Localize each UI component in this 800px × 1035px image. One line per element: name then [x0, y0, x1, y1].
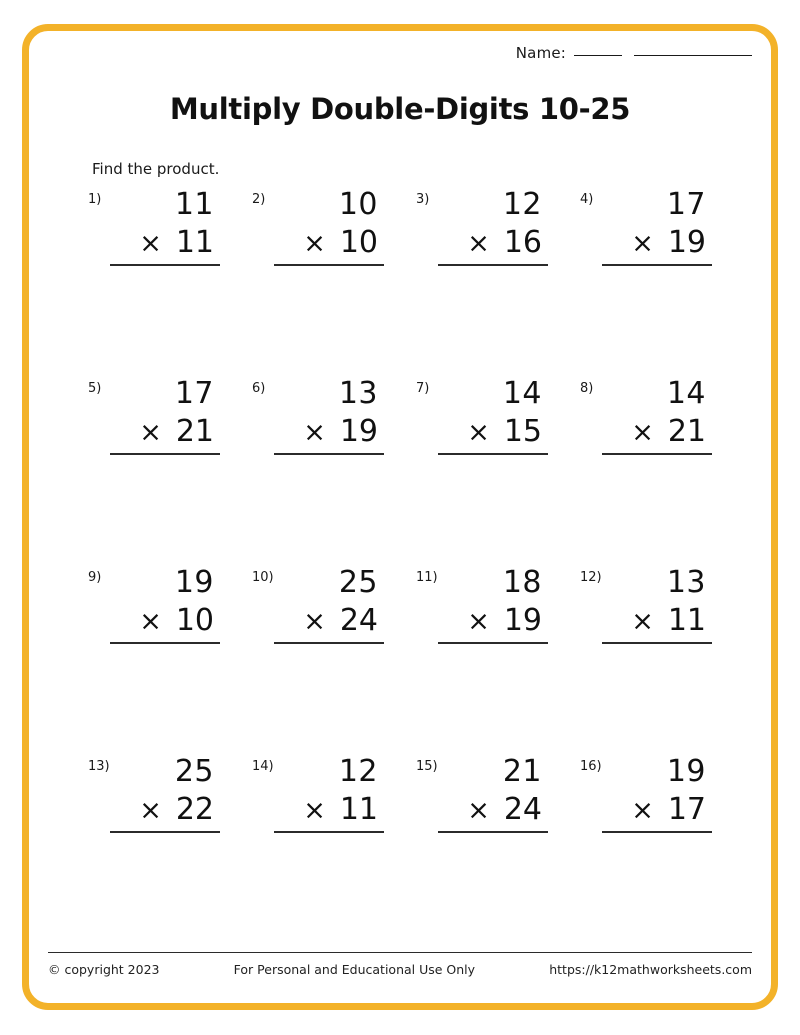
problem-index: 13)	[88, 759, 110, 774]
problem-expression	[110, 375, 220, 455]
problem-cell[interactable]	[400, 182, 564, 371]
problem-index: 7)	[416, 381, 430, 396]
multiplier-line	[438, 791, 548, 834]
problem-expression	[438, 375, 548, 455]
multiplicand: 11	[174, 187, 214, 222]
problem-index: 1)	[88, 192, 102, 207]
problem-cell[interactable]	[236, 749, 400, 938]
problem-row	[72, 749, 728, 938]
problem-index: 4)	[580, 192, 594, 207]
multiply-operator-icon: ×	[303, 227, 326, 259]
multiplier-line	[602, 224, 712, 267]
multiplier-line	[438, 224, 548, 267]
multiplier: 21	[667, 413, 706, 449]
problem-cell[interactable]	[72, 182, 236, 371]
problem-index: 9)	[88, 570, 102, 585]
multiplier-line	[274, 413, 384, 456]
multiplier-line	[274, 602, 384, 645]
multiplier-line	[110, 224, 220, 267]
multiplier: 16	[503, 224, 542, 260]
multiply-operator-icon: ×	[631, 227, 654, 259]
multiply-operator-icon: ×	[631, 794, 654, 826]
multiplicand: 10	[338, 187, 378, 222]
multiplier: 19	[667, 224, 706, 260]
problem-index: 11)	[416, 570, 438, 585]
multiply-operator-icon: ×	[303, 605, 326, 637]
multiply-operator-icon: ×	[303, 416, 326, 448]
problem-cell[interactable]	[236, 560, 400, 749]
multiplier: 11	[667, 602, 706, 638]
name-field-row	[516, 44, 752, 62]
footer-site-url[interactable]: https://k12mathworksheets.com	[549, 962, 752, 977]
problem-cell[interactable]	[400, 560, 564, 749]
multiply-operator-icon: ×	[467, 794, 490, 826]
multiplicand: 21	[502, 754, 542, 789]
problem-expression	[438, 753, 548, 833]
multiplier: 24	[339, 602, 378, 638]
problem-expression	[438, 564, 548, 644]
problem-cell[interactable]	[564, 749, 728, 938]
multiply-operator-icon: ×	[139, 416, 162, 448]
instruction-text: Find the product.	[92, 160, 220, 178]
problem-index: 14)	[252, 759, 274, 774]
problem-row	[72, 182, 728, 371]
problem-index: 8)	[580, 381, 594, 396]
multiplicand: 14	[666, 376, 706, 411]
problem-expression	[602, 186, 712, 266]
problem-cell[interactable]	[72, 371, 236, 560]
multiply-operator-icon: ×	[467, 227, 490, 259]
multiply-operator-icon: ×	[467, 605, 490, 637]
problem-cell[interactable]	[72, 749, 236, 938]
problem-expression	[274, 375, 384, 455]
multiplier: 10	[175, 602, 214, 638]
multiply-operator-icon: ×	[631, 416, 654, 448]
problem-index: 3)	[416, 192, 430, 207]
multiplier: 24	[503, 791, 542, 827]
multiplicand: 25	[338, 565, 378, 600]
problem-cell[interactable]	[564, 560, 728, 749]
page-footer	[48, 962, 752, 977]
multiply-operator-icon: ×	[139, 227, 162, 259]
multiplicand: 19	[666, 754, 706, 789]
problem-index: 12)	[580, 570, 602, 585]
page-title: Multiply Double-Digits 10-25	[169, 92, 631, 126]
problem-cell[interactable]	[564, 371, 728, 560]
footer-usage-note: For Personal and Educational Use Only	[233, 962, 476, 977]
multiplier-line	[602, 602, 712, 645]
problem-expression	[438, 186, 548, 266]
multiplicand: 19	[174, 565, 214, 600]
name-label: Name:	[515, 44, 567, 62]
problem-expression	[274, 186, 384, 266]
multiplicand: 13	[666, 565, 706, 600]
footer-copyright: © copyright 2023	[48, 962, 160, 977]
problem-row	[72, 560, 728, 749]
multiplicand: 18	[502, 565, 542, 600]
problem-index: 6)	[252, 381, 266, 396]
problem-expression	[110, 753, 220, 833]
multiplier: 15	[503, 413, 542, 449]
multiplier: 21	[175, 413, 214, 449]
problem-cell[interactable]	[564, 182, 728, 371]
problem-index: 2)	[252, 192, 266, 207]
problem-index: 5)	[88, 381, 102, 396]
problem-expression	[602, 564, 712, 644]
multiplier-line	[274, 224, 384, 267]
multiplier: 11	[175, 224, 214, 260]
problem-cell[interactable]	[400, 749, 564, 938]
problem-index: 10)	[252, 570, 274, 585]
multiplier: 19	[503, 602, 542, 638]
multiplier-line	[110, 602, 220, 645]
multiplier: 17	[667, 791, 706, 827]
footer-divider	[48, 952, 752, 953]
multiply-operator-icon: ×	[139, 605, 162, 637]
multiplier-line	[602, 791, 712, 834]
multiplier-line	[110, 791, 220, 834]
problem-expression	[274, 753, 384, 833]
problem-cell[interactable]	[72, 560, 236, 749]
multiplicand: 17	[666, 187, 706, 222]
problem-expression	[274, 564, 384, 644]
multiplicand: 25	[174, 754, 214, 789]
multiplicand: 14	[502, 376, 542, 411]
multiplier-line	[110, 413, 220, 456]
multiplicand: 12	[338, 754, 378, 789]
problem-cell[interactable]	[236, 182, 400, 371]
multiplicand: 13	[338, 376, 378, 411]
multiplier: 22	[175, 791, 214, 827]
multiplier-line	[438, 413, 548, 456]
multiply-operator-icon: ×	[467, 416, 490, 448]
problem-grid	[72, 182, 728, 938]
multiplier-line	[274, 791, 384, 834]
problem-expression	[602, 753, 712, 833]
problem-index: 15)	[416, 759, 438, 774]
multiplier: 10	[339, 224, 378, 260]
multiplier-line	[602, 413, 712, 456]
problem-expression	[110, 564, 220, 644]
problem-expression	[110, 186, 220, 266]
multiplier: 11	[339, 791, 378, 827]
problem-index: 16)	[580, 759, 602, 774]
multiplier: 19	[339, 413, 378, 449]
multiply-operator-icon: ×	[303, 794, 326, 826]
name-blank-long[interactable]	[634, 55, 752, 56]
problem-row	[72, 371, 728, 560]
problem-cell[interactable]	[400, 371, 564, 560]
multiply-operator-icon: ×	[631, 605, 654, 637]
multiplicand: 12	[502, 187, 542, 222]
multiply-operator-icon: ×	[139, 794, 162, 826]
problem-cell[interactable]	[236, 371, 400, 560]
multiplicand: 17	[174, 376, 214, 411]
name-blank-short[interactable]	[574, 55, 622, 56]
multiplier-line	[438, 602, 548, 645]
problem-expression	[602, 375, 712, 455]
